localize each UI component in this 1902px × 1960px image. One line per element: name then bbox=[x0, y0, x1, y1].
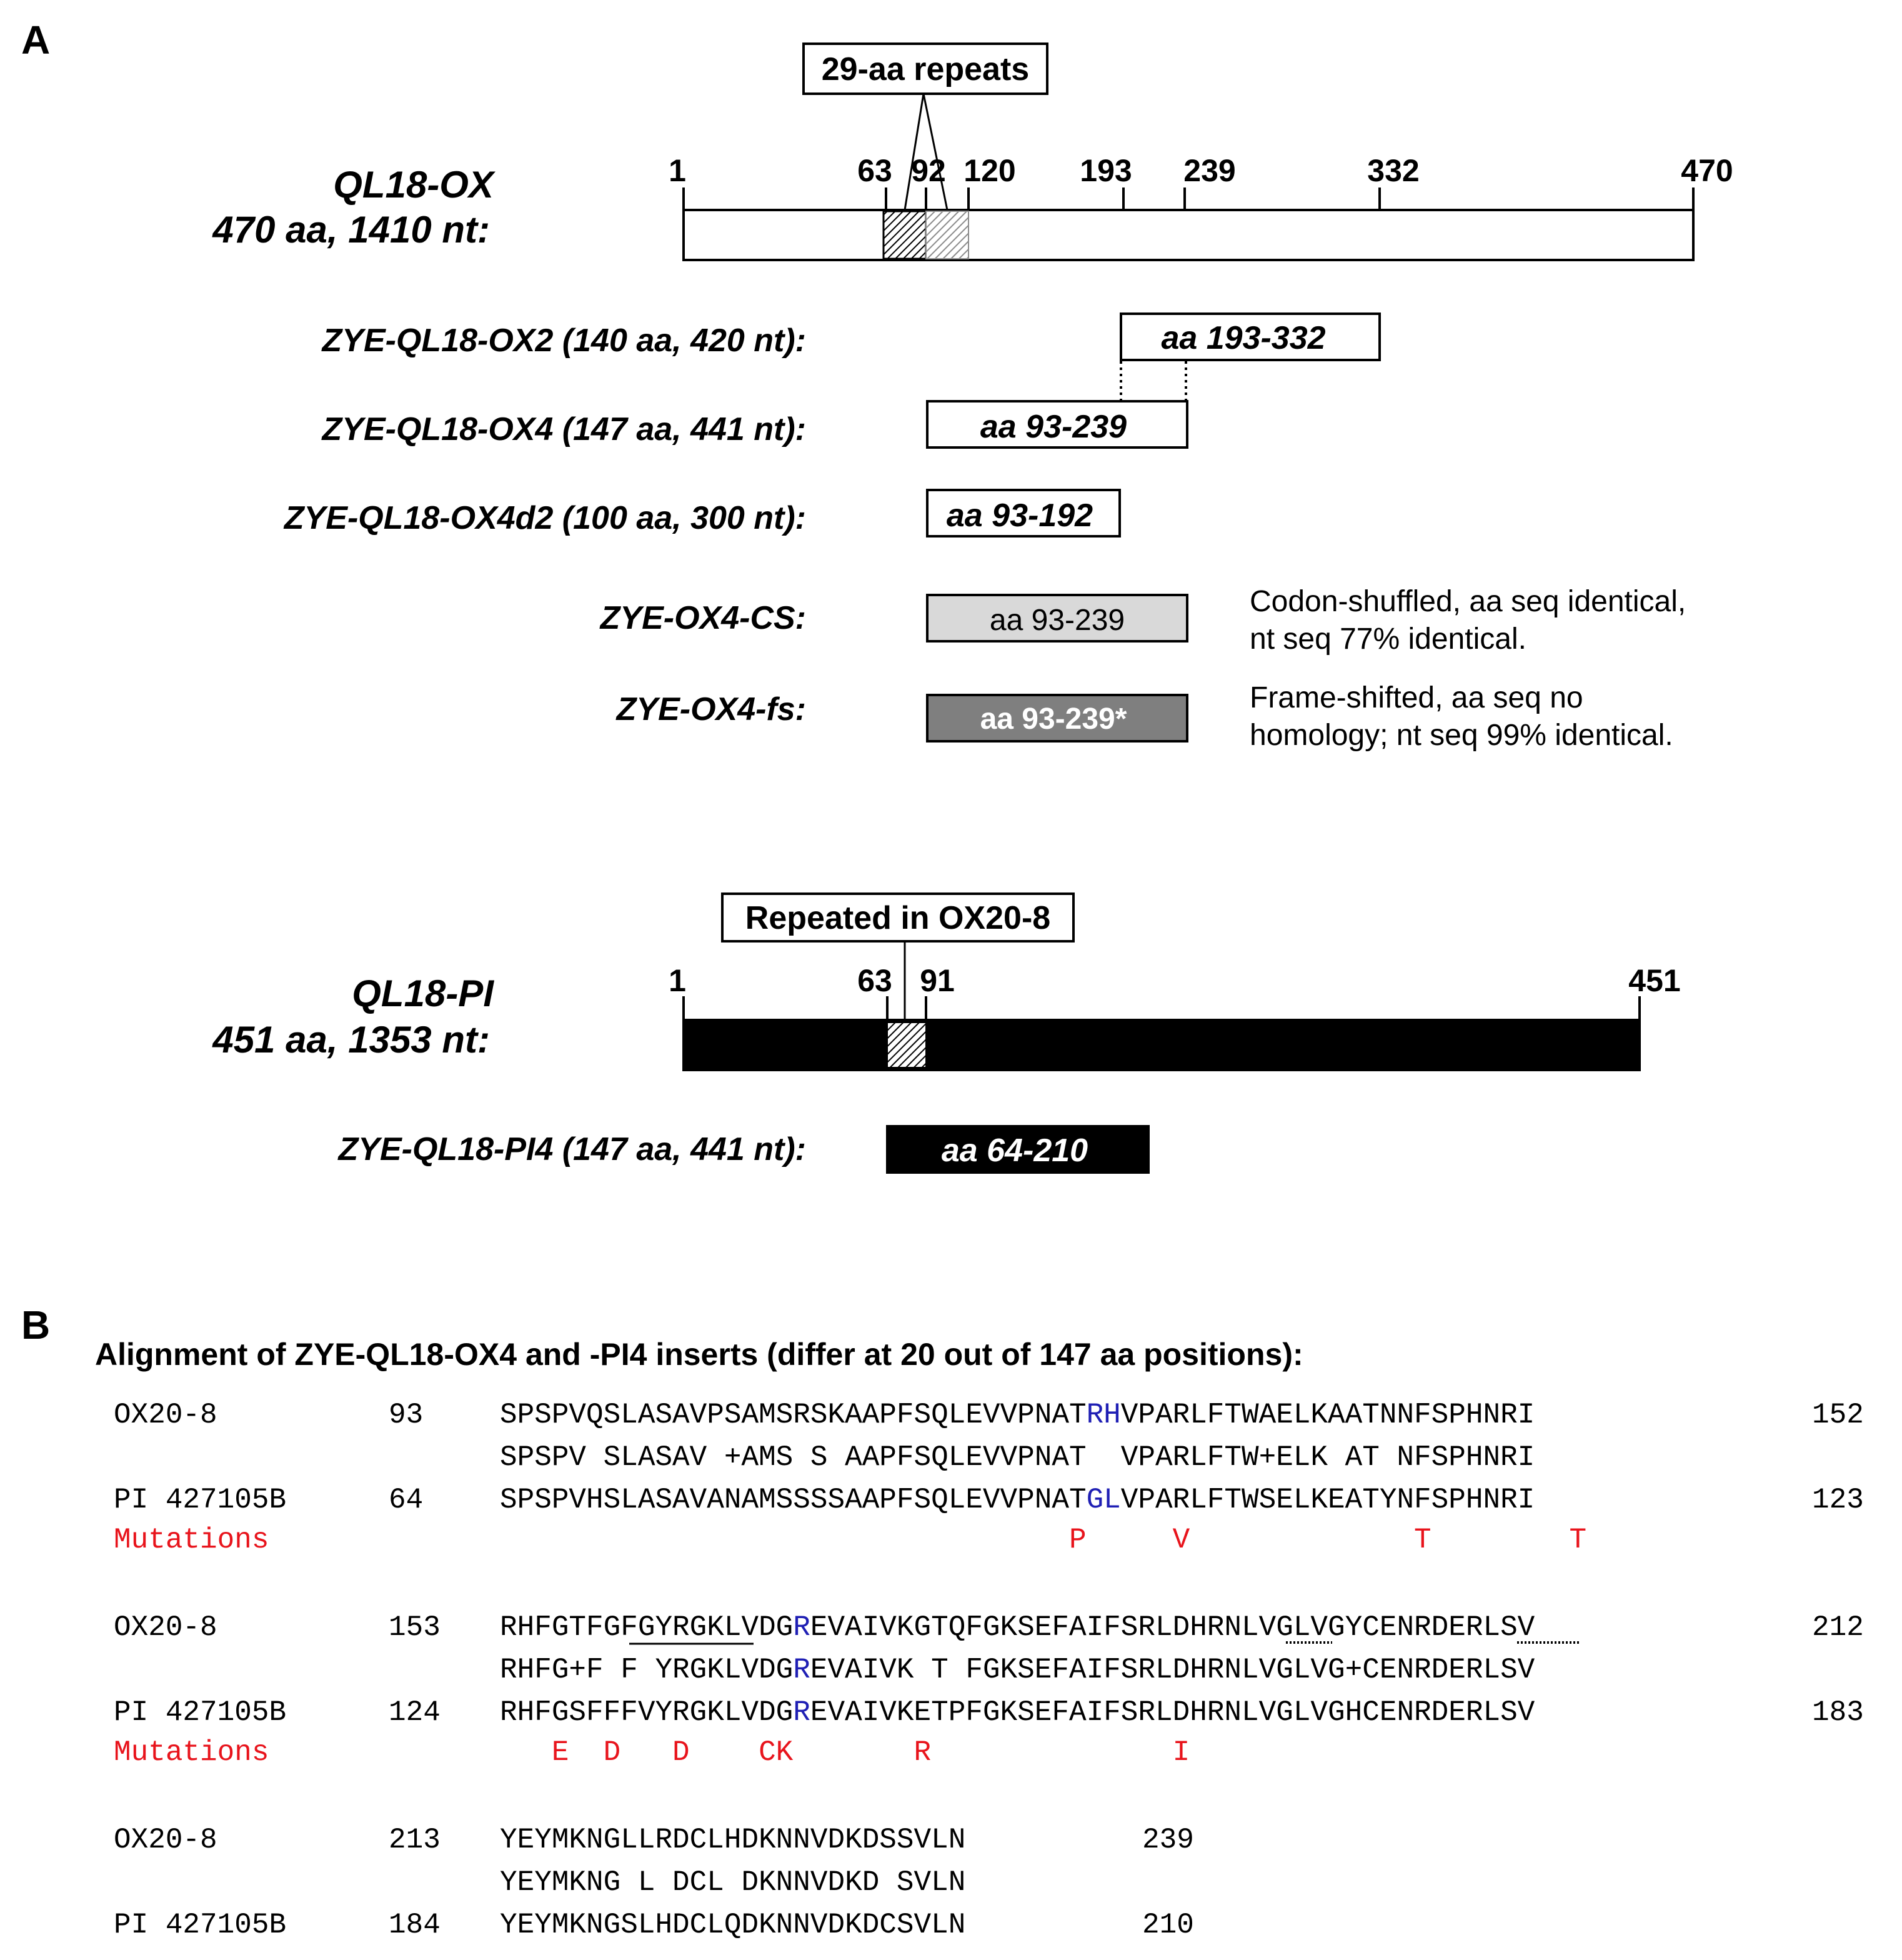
block1-top-name: OX20-8 bbox=[114, 1399, 217, 1431]
ox-tick-label-1: 1 bbox=[669, 153, 686, 188]
construct-name-pi4: ZYE-QL18-PI4 (147 aa, 441 nt): bbox=[338, 1131, 806, 1168]
construct-box-label-ox4d2: aa 93-192 bbox=[946, 498, 1093, 534]
block3-top-end: 239 bbox=[1142, 1824, 1194, 1856]
block1-bot-highlight: GL bbox=[1086, 1484, 1121, 1516]
ox-protein-map bbox=[212, 44, 1733, 260]
block3-bot-name: PI 427105B bbox=[114, 1909, 287, 1941]
panel-a-label: A bbox=[21, 18, 51, 62]
ox-tick-label-239: 239 bbox=[1183, 153, 1236, 188]
block2-mid-seq: RHFG+F F YRGKLVDGREVAIVK T FGKSEFAIFSRLDHRNLVGLVG+CENRDERLSV bbox=[500, 1654, 1535, 1686]
construct-note-ox4-cs-line2: nt seq 77% identical. bbox=[1250, 622, 1526, 656]
ox-tick-label-92: 92 bbox=[911, 153, 946, 188]
ox-repeat-1 bbox=[884, 211, 926, 259]
block3-bot-start: 184 bbox=[389, 1909, 441, 1941]
construct-box-label-ox2: aa 193-332 bbox=[1161, 320, 1326, 356]
construct-name-ox4-cs: ZYE-OX4-CS: bbox=[600, 600, 806, 636]
block1-bot-end: 123 bbox=[1812, 1484, 1864, 1516]
block1-bot-seq: SPSPVHSLASAVANAMSSSSAAPFSQLEVVPNATGLVPARLFTWSELKEATYNFSPHNRI bbox=[500, 1484, 1535, 1516]
block2-bot-highlight: R bbox=[793, 1696, 810, 1729]
block3-top-name: OX20-8 bbox=[114, 1824, 217, 1856]
block3-top-seq: YEYMKNGLLRDCLHDKNNVDKDSSVLN bbox=[500, 1824, 966, 1856]
block2-bot-start: 124 bbox=[389, 1696, 441, 1729]
pi-protein-bar bbox=[684, 1020, 1640, 1070]
block2-top-end: 212 bbox=[1812, 1611, 1864, 1644]
construct-name-ox2: ZYE-QL18-OX2 (140 aa, 420 nt): bbox=[322, 322, 806, 359]
block1-mutations: P V T T bbox=[500, 1524, 1587, 1556]
block1-mid-seq: SPSPV SLASAV +AMS S AAPFSQLEVVPNAT VPARLFTW+ELK AT NFSPHNRI bbox=[500, 1441, 1535, 1474]
ox-repeat-2 bbox=[926, 211, 968, 259]
construct-box-label-pi4: aa 64-210 bbox=[941, 1132, 1088, 1169]
ox-repeat-callout-line-left bbox=[905, 94, 924, 210]
block3-bot-seq: YEYMKNGSLHDCLQDKNNVDKDCSVLN bbox=[500, 1909, 966, 1941]
pi-tick-label-1: 1 bbox=[669, 963, 686, 998]
pi-tick-label-451: 451 bbox=[1628, 963, 1681, 998]
ox-repeat-callout-label: 29-aa repeats bbox=[821, 51, 1030, 88]
ox-protein-size: 470 aa, 1410 nt: bbox=[212, 209, 490, 251]
block2-top-start: 153 bbox=[389, 1611, 441, 1644]
block1-bot-name: PI 427105B bbox=[114, 1484, 287, 1516]
block2-bot-end: 183 bbox=[1812, 1696, 1864, 1729]
block2-bot-seq: RHFGSFFFVYRGKLVDGREVAIVKETPFGKSEFAIFSRLDHRNLVGLVGHCENRDERLSV bbox=[500, 1696, 1535, 1729]
block1-top-start: 93 bbox=[389, 1399, 424, 1431]
block2-top-highlight: R bbox=[793, 1611, 810, 1644]
block1-top-seq: SPSPVQSLASAVPSAMSRSKAAPFSQLEVVPNATRHVPARLFTWAELKAATNNFSPHNRI bbox=[500, 1399, 1535, 1431]
alignment bbox=[114, 1399, 1864, 1941]
block3-bot-end: 210 bbox=[1142, 1909, 1194, 1941]
pi-tick-label-63: 63 bbox=[857, 963, 892, 998]
block2-top-name: OX20-8 bbox=[114, 1611, 217, 1644]
panel-b-label: B bbox=[21, 1302, 51, 1348]
block2-top-seq: RHFGTFGFGYRGKLVDGREVAIVKGTQFGKSEFAIFSRLDHRNLVGLVGYCENRDERLSV bbox=[500, 1611, 1535, 1644]
construct-name-ox4: ZYE-QL18-OX4 (147 aa, 441 nt): bbox=[322, 411, 806, 448]
construct-note-ox4-fs-line2: homology; nt seq 99% identical. bbox=[1250, 719, 1673, 752]
ox-construct-list bbox=[283, 314, 1686, 752]
pi-protein-name: QL18-PI bbox=[352, 972, 494, 1014]
ox-protein-bar bbox=[684, 210, 1693, 260]
ox-tick-label-63: 63 bbox=[857, 153, 892, 188]
ox-tick-label-332: 332 bbox=[1367, 153, 1420, 188]
block2-mutations-label: Mutations bbox=[114, 1736, 269, 1769]
ox-tick-label-193: 193 bbox=[1080, 153, 1132, 188]
pi-tick-label-91: 91 bbox=[920, 963, 955, 998]
block1-top-highlight: RH bbox=[1086, 1399, 1121, 1431]
block2-mutations: E D D CK R I bbox=[500, 1736, 1190, 1769]
block1-bot-start: 64 bbox=[389, 1484, 424, 1516]
block2-mid-highlight: R bbox=[793, 1654, 810, 1686]
pi-repeat-region bbox=[887, 1022, 926, 1068]
block3-mid-seq: YEYMKNG L DCL DKNNVDKD SVLN bbox=[500, 1866, 966, 1899]
pi-protein-size: 451 aa, 1353 nt: bbox=[212, 1019, 490, 1061]
construct-box-label-ox4: aa 93-239 bbox=[980, 409, 1127, 445]
construct-box-label-ox4-fs: aa 93-239* bbox=[980, 702, 1127, 736]
ox-tick-label-470: 470 bbox=[1681, 153, 1733, 188]
pi-protein-map bbox=[212, 894, 1680, 1172]
block3-top-start: 213 bbox=[389, 1824, 441, 1856]
pi-repeat-callout-label: Repeated in OX20-8 bbox=[745, 900, 1051, 936]
block2-bot-name: PI 427105B bbox=[114, 1696, 287, 1729]
block1-mutations-label: Mutations bbox=[114, 1524, 269, 1556]
ox-tick-label-120: 120 bbox=[963, 153, 1016, 188]
construct-box-label-ox4-cs: aa 93-239 bbox=[989, 604, 1125, 637]
construct-name-ox4-fs: ZYE-OX4-fs: bbox=[616, 691, 806, 728]
alignment-title: Alignment of ZYE-QL18-OX4 and -PI4 inserts (differ at 20 out of 147 aa positions): bbox=[95, 1337, 1303, 1372]
block1-top-end: 152 bbox=[1812, 1399, 1864, 1431]
construct-note-ox4-fs-line1: Frame-shifted, aa seq no bbox=[1250, 681, 1583, 714]
ox-protein-name: QL18-OX bbox=[333, 164, 494, 206]
construct-note-ox4-cs-line1: Codon-shuffled, aa seq identical, bbox=[1250, 585, 1686, 618]
construct-name-ox4d2: ZYE-QL18-OX4d2 (100 aa, 300 nt): bbox=[284, 500, 806, 536]
